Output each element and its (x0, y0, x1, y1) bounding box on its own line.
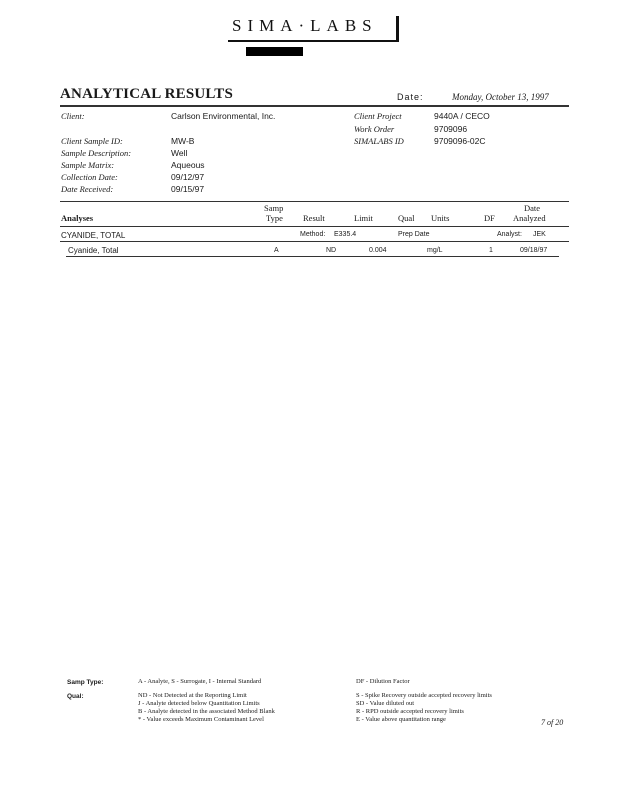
col-samp-type-line1: Samp (264, 203, 284, 213)
col-qual: Qual (398, 213, 415, 223)
qual-legend-label: Qual: (67, 693, 84, 700)
samp-type-legend: A - Analyte, S - Surrogate, I - Internal Standard (138, 678, 262, 685)
received-date-label: Date Received: (61, 184, 114, 194)
qual-item: ND - Not Detected at the Reporting Limit (138, 692, 247, 699)
project-value: 9440A / CECO (434, 111, 490, 121)
matrix-label: Sample Matrix: (61, 160, 115, 170)
col-date-line2: Analyzed (513, 213, 546, 223)
title-rule (60, 105, 569, 107)
date-label: Date: (397, 92, 424, 102)
qual-item: E - Value above quantitation range (356, 716, 446, 723)
method-value: E335.4 (334, 231, 357, 238)
redaction-bar (246, 47, 303, 56)
df-value: 1 (489, 247, 493, 254)
qual-item: B - Analyte detected in the associated Method Blank (138, 708, 275, 715)
units-value: mg/L (427, 247, 443, 254)
df-legend: DF - Dilution Factor (356, 678, 410, 685)
method-label: Method: (300, 231, 326, 238)
qual-item: * - Value exceeds Maximum Contaminant Level (138, 716, 264, 723)
prep-date: Prep Date (398, 231, 430, 238)
sample-id-value: MW-B (171, 136, 195, 146)
simalabs-id-value: 9709096-02C (434, 136, 486, 146)
company-logo: SIMA·LABS (232, 16, 378, 35)
col-analyses: Analyses (61, 213, 94, 223)
received-date-value: 09/15/97 (171, 184, 205, 194)
col-result: Result (303, 213, 325, 223)
result-value: ND (326, 247, 337, 254)
client-label: Client: (61, 111, 85, 121)
qual-legend-right (356, 692, 492, 724)
analyst-label: Analyst: (497, 231, 522, 238)
work-order-value: 9709096 (434, 124, 468, 134)
qual-item: SD - Value diluted out (356, 700, 415, 707)
report-date: Monday, October 13, 1997 (452, 92, 549, 102)
collection-date-label: Collection Date: (61, 172, 118, 182)
page-number: 7 of 20 (541, 718, 564, 727)
qual-item: R - RPD outside accepted recovery limits (356, 708, 464, 715)
logo-underline (228, 40, 398, 42)
limit-value: 0.004 (369, 247, 387, 254)
description-label: Sample Description: (61, 148, 132, 158)
project-label: Client Project (354, 111, 402, 121)
analyte-name: Cyanide, Total (68, 246, 119, 255)
sample-id-label: Client Sample ID: (61, 136, 123, 146)
qual-legend-left (138, 692, 275, 724)
analyst-value: JEK (533, 231, 546, 238)
col-date-line1: Date (524, 203, 541, 213)
client-value: Carlson Environmental, Inc. (171, 111, 276, 121)
col-df: DF (484, 213, 495, 223)
col-samp-type-line2: Type (266, 213, 283, 223)
work-order-label: Work Order (354, 124, 395, 134)
group-rule (60, 241, 569, 242)
analysis-group-name: CYANIDE, TOTAL (61, 231, 126, 240)
logo-bar (396, 16, 399, 42)
col-limit: Limit (354, 213, 373, 223)
qual-item: J - Analyte detected below Quantitation Limits (138, 700, 260, 707)
matrix-value: Aqueous (171, 160, 205, 170)
samp-type-legend-label: Samp Type: (67, 679, 104, 686)
page-title: ANALYTICAL RESULTS (60, 86, 233, 102)
samp-type-value: A (274, 247, 279, 254)
col-units: Units (431, 213, 450, 223)
description-value: Well (171, 148, 188, 158)
collection-date-value: 09/12/97 (171, 172, 205, 182)
simalabs-id-label: SIMALABS ID (354, 136, 404, 146)
table-top-rule (60, 201, 569, 202)
table-header-rule (60, 226, 569, 227)
date-analyzed-value: 09/18/97 (520, 247, 548, 254)
table-bottom-rule (66, 256, 559, 257)
qual-item: S - Spike Recovery outside accepted recovery limits (356, 692, 492, 699)
